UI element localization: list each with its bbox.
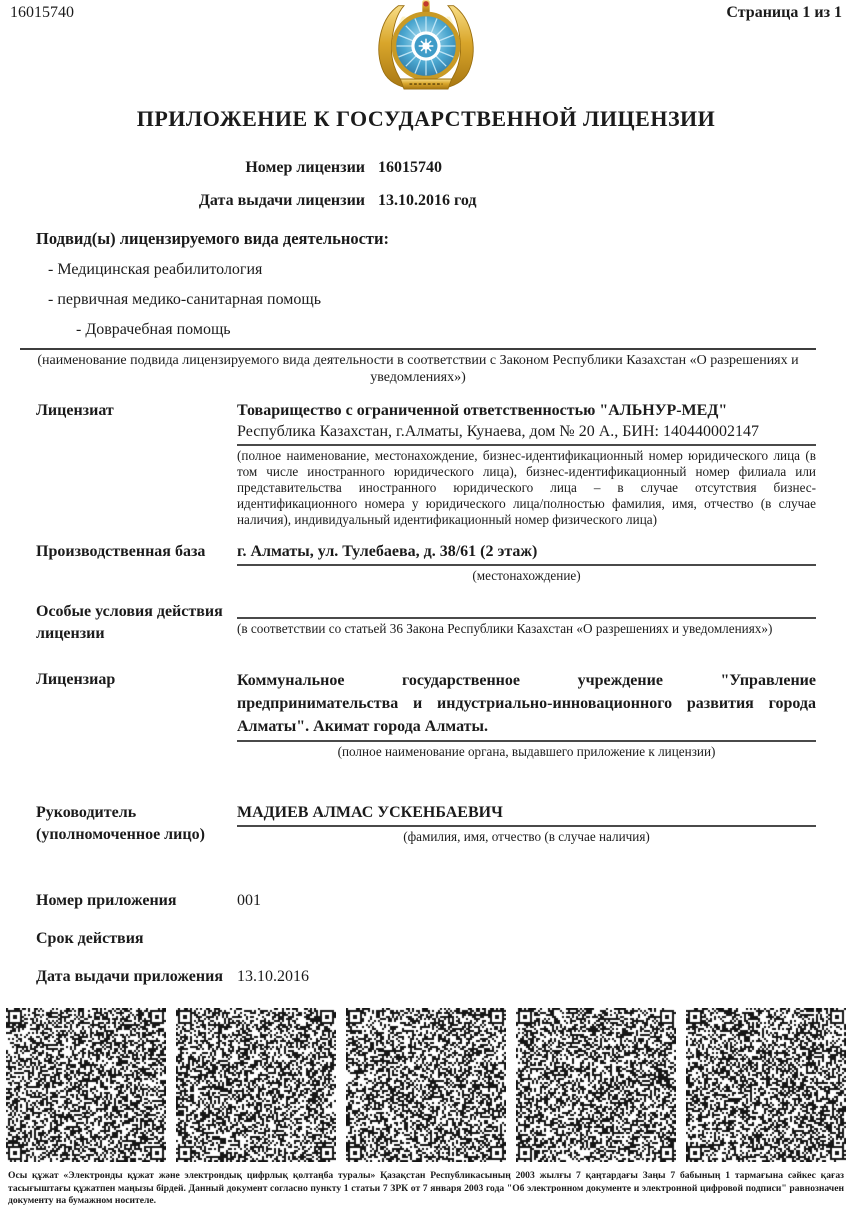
licensor-caption: (полное наименование органа, выдавшего приложение к лицензии): [337, 744, 716, 759]
list-item: - Медицинская реабилитология: [48, 261, 263, 278]
signature-barcode: [346, 1008, 506, 1162]
document-number: 16015740: [10, 4, 74, 21]
head-caption: (фамилия, имя, отчество (в случае наличия): [403, 829, 650, 844]
footer-legal-note: Осы құжат «Электронды құжат және электрондық цифрлық қолтаңба туралы» Қазақстан Республикасының 2003 жылғы 7 қаңтардағы Заңы 7 бабының 1 тармағына сәйкес қағаз тасығыштағы құжатпен маңызы бірдей. Данный документ согласно пункту 1 статьи 7 ЗРК от 7 января 2003 года "Об электронном документе и электронной цифровой подписи" равнозначен документу на бумажном носителе.: [8, 1170, 844, 1206]
subtypes-caption: (наименование подвида лицензируемого вида деятельности в соответствии с Законом Республики Казахстан «О разрешениях и уведомлениях»): [37, 353, 799, 385]
page-title: ПРИЛОЖЕНИЕ К ГОСУДАРСТВЕННОЙ ЛИЦЕНЗИИ: [136, 106, 716, 131]
head-value: МАДИЕВ АЛМАС УСКЕНБАЕВИЧ: [237, 802, 816, 827]
appendix-number-value: 001: [237, 892, 261, 909]
license-number-value: 16015740: [378, 159, 442, 176]
signature-barcode: [516, 1008, 676, 1162]
field-head: [36, 802, 816, 846]
field-appendix-number: [36, 890, 816, 912]
special-conditions-label: Особые условия действия лицензии: [36, 603, 223, 642]
license-meta: [0, 158, 852, 211]
signature-barcode: [686, 1008, 846, 1162]
licensor-value: Коммунальное государственное учреждение "Управление предпринимательства и индустриально-инновационного развития города Алматы". Акимат города Алматы.: [237, 672, 816, 735]
field-special-conditions: [36, 601, 816, 645]
production-base-caption: (местонахождение): [472, 568, 581, 583]
list-item: - Доврачебная помощь: [76, 321, 231, 338]
signature-barcode: [6, 1008, 166, 1162]
divider: [237, 444, 816, 446]
licensee-address: Республика Казахстан, г.Алматы, Кунаева, дом № 20 А., БИН: 140440002147: [237, 423, 759, 440]
page-count-label: Страница 1 из 1: [726, 4, 842, 21]
field-validity: [36, 928, 816, 950]
special-conditions-caption: (в соответствии со статьей 36 Закона Республики Казахстан «О разрешениях и уведомлениях»): [237, 621, 773, 636]
license-number-label: Номер лицензии: [245, 159, 365, 176]
license-issue-date-label: Дата выдачи лицензии: [198, 192, 365, 209]
appendix-number-label: Номер приложения: [36, 892, 177, 909]
digital-signature-barcodes: [0, 1008, 852, 1164]
licensor-label: Лицензиар: [36, 671, 116, 688]
list-item: - первичная медико-санитарная помощь: [48, 291, 322, 308]
divider: [20, 348, 816, 350]
licensee-caption: (полное наименование, местонахождение, бизнес-идентификационный номер юридического лица (в том числе иностранного юридического лица), бизнес-идентификационный номер филиала или представительства иностранного юридического лица – в случае отсутствия бизнес-идентификационного номера у юридического лица/полностью фамилия, имя, отчество (в случае наличия), индивидуальный идентификационный номер физического лица): [237, 448, 816, 527]
field-licensee: [36, 400, 816, 528]
licensee-name: Товарищество с ограниченной ответственностью "АЛЬНУР-МЕД": [237, 402, 728, 419]
field-production-base: [36, 541, 816, 584]
field-licensor: [36, 669, 816, 760]
license-issue-date-line: [0, 191, 852, 211]
license-issue-date-value: 13.10.2016 год: [378, 192, 477, 209]
head-label: Руководитель (уполномоченное лицо): [36, 804, 205, 843]
licensee-label: Лицензиат: [36, 402, 114, 419]
production-base-value: г. Алматы, ул. Тулебаева, д. 38/61 (2 этаж): [237, 541, 816, 566]
kazakhstan-emblem-svg: [371, 0, 481, 92]
validity-label: Срок действия: [36, 930, 144, 947]
production-base-label: Производственная база: [36, 543, 206, 560]
appendix-issue-date-value: 13.10.2016: [237, 968, 309, 985]
signature-barcode: [176, 1008, 336, 1162]
divider: [237, 740, 816, 742]
field-appendix-issue-date: [36, 966, 816, 988]
appendix-issue-date-label: Дата выдачи приложения: [36, 968, 223, 985]
subtypes-heading: Подвид(ы) лицензируемого вида деятельности:: [36, 229, 390, 248]
license-number-line: [0, 158, 852, 178]
document-body: [0, 229, 852, 1030]
kazakhstan-emblem-icon: [371, 0, 481, 92]
special-conditions-value: [237, 601, 816, 619]
